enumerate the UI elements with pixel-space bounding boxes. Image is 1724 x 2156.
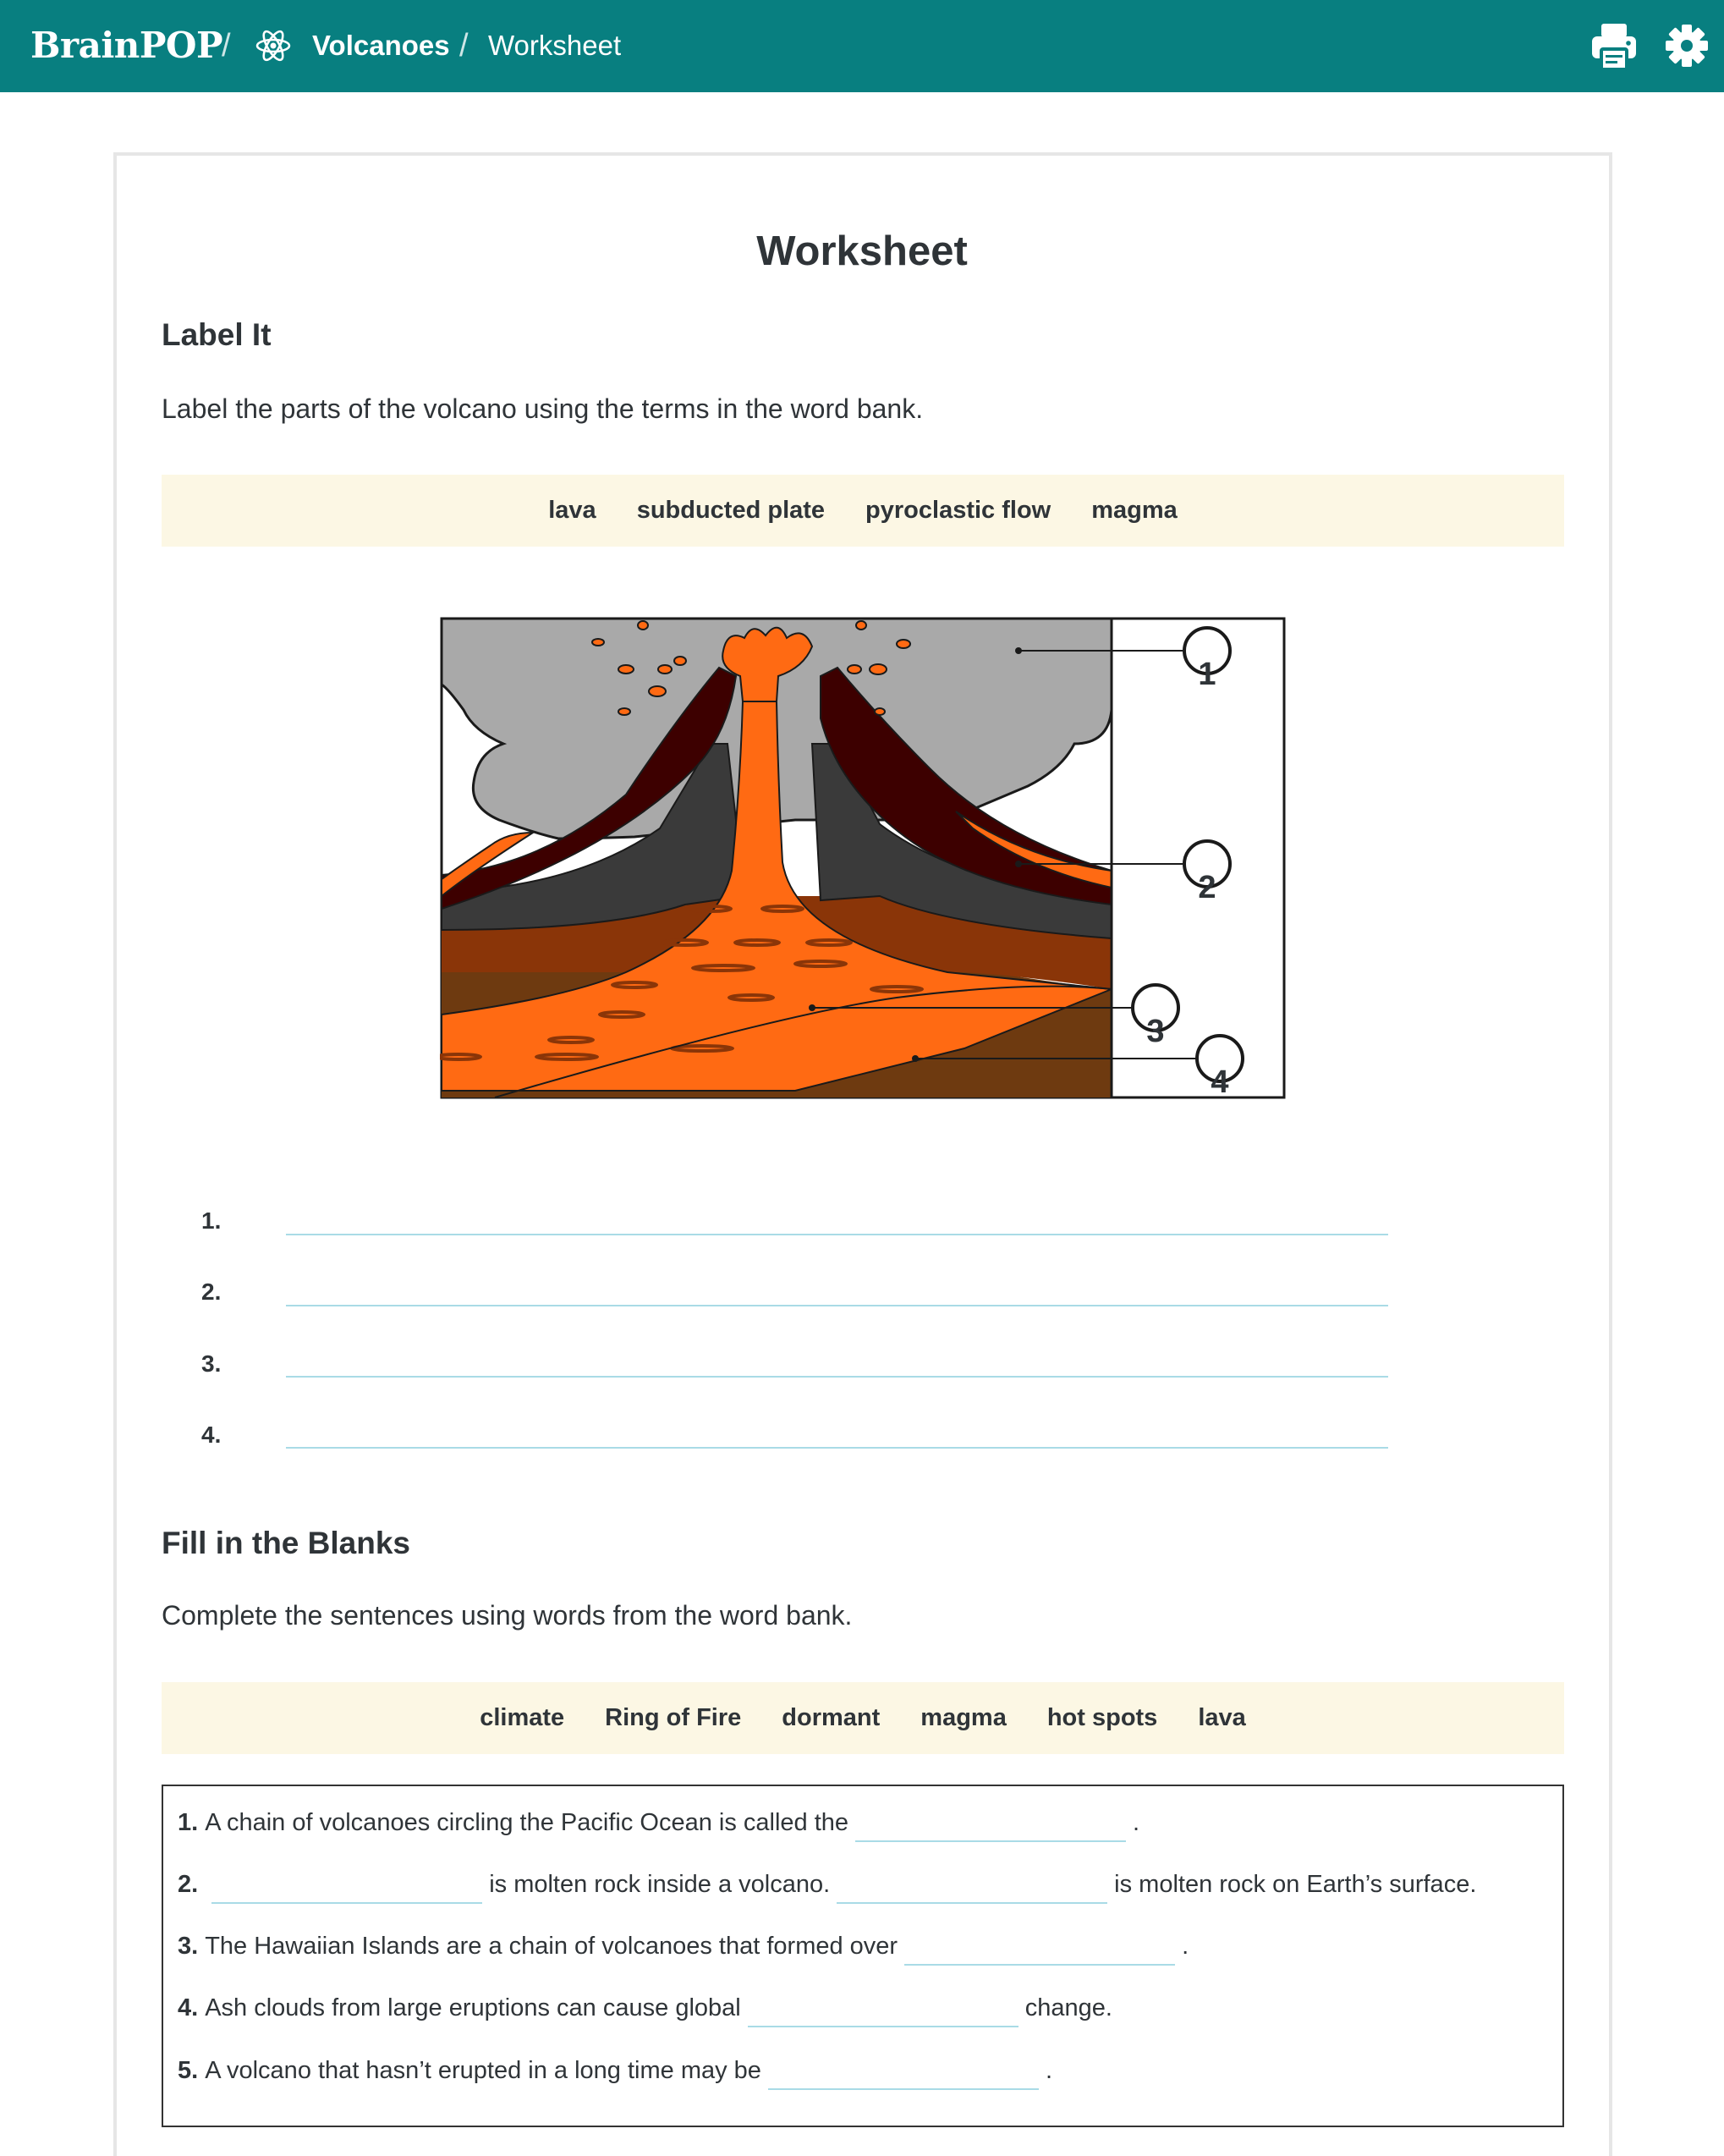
word-bank-term: climate <box>480 1704 565 1731</box>
blank-input[interactable] <box>748 1999 1018 2027</box>
fill-in-the-blanks-heading: Fill in the Blanks <box>162 1526 410 1560</box>
answer-3-input[interactable] <box>286 1344 1388 1378</box>
fill-in-the-blanks-word-bank <box>162 1682 1564 1754</box>
word-bank-term: pyroclastic flow <box>865 497 1051 524</box>
sentence-number: 3. <box>178 1933 199 1960</box>
answer-2-input[interactable] <box>286 1273 1388 1306</box>
sentence-text: . <box>1045 2057 1052 2084</box>
gear-icon <box>1661 20 1712 71</box>
fill-in-the-blanks-box <box>162 1785 1564 2127</box>
sentence-3 <box>178 1927 1189 1966</box>
sentence-number: 4. <box>178 1994 199 2021</box>
word-bank-term: magma <box>920 1704 1007 1731</box>
sentence-text: is molten rock inside a volcano. <box>489 1871 831 1898</box>
atom-icon[interactable] <box>254 29 293 63</box>
word-bank-term: hot spots <box>1046 1704 1158 1731</box>
sentence-text: The Hawaiian Islands are a chain of volcanoes that formed over <box>205 1933 898 1960</box>
sentence-text: Ash clouds from large eruptions can cause global <box>205 1994 741 2021</box>
diagram-marker-label: 2 <box>1198 870 1216 905</box>
sentence-text: is molten rock on Earth’s surface. <box>1114 1871 1477 1898</box>
sentence-4 <box>178 1988 1112 2027</box>
top-navigation-bar <box>0 0 1724 92</box>
settings-button[interactable] <box>1661 20 1712 71</box>
blank-input[interactable] <box>837 1875 1107 1904</box>
diagram-marker-label: 3 <box>1146 1014 1165 1049</box>
printer-icon <box>1589 20 1639 71</box>
fill-in-the-blanks-instructions: Complete the sentences using words from the word bank. <box>162 1600 853 1631</box>
breadcrumb-separator: / <box>222 28 231 63</box>
word-bank-term: magma <box>1091 497 1178 524</box>
print-button[interactable] <box>1589 20 1639 71</box>
diagram-marker-label: 1 <box>1198 657 1216 692</box>
blank-input[interactable] <box>904 1937 1175 1966</box>
answer-4-input[interactable] <box>286 1415 1388 1449</box>
label-it-word-bank <box>162 475 1564 547</box>
blank-input[interactable] <box>768 2061 1039 2090</box>
label-it-heading: Label It <box>162 317 272 352</box>
breadcrumb-current-page: Worksheet <box>488 30 622 61</box>
answer-number: 3. <box>201 1350 222 1377</box>
answer-1-input[interactable] <box>286 1202 1388 1235</box>
answer-number: 1. <box>201 1207 222 1234</box>
sentence-5 <box>178 2051 1052 2090</box>
blank-input[interactable] <box>855 1813 1126 1842</box>
brainpop-logo[interactable]: BrainPOP <box>30 25 223 66</box>
sentence-text: change. <box>1024 1994 1112 2021</box>
word-bank-term: lava <box>1198 1704 1246 1731</box>
word-bank-term: lava <box>548 497 596 524</box>
sentence-1 <box>178 1803 1139 1842</box>
word-bank-term: Ring of Fire <box>605 1704 742 1731</box>
sentence-text: A volcano that hasn’t erupted in a long time may be <box>205 2057 761 2084</box>
sentence-number: 5. <box>178 2057 199 2084</box>
breadcrumb-topic-link[interactable]: Volcanoes <box>312 30 450 61</box>
word-bank-term: dormant <box>782 1704 881 1731</box>
worksheet-title: Worksheet <box>756 228 968 274</box>
breadcrumb-separator: / <box>459 28 469 63</box>
sentence-text: . <box>1182 1933 1189 1960</box>
sentence-2 <box>178 1865 1476 1904</box>
sentence-number: 1. <box>178 1809 199 1836</box>
blank-input[interactable] <box>211 1875 482 1904</box>
diagram-marker-label: 4 <box>1211 1064 1229 1100</box>
answer-number: 4. <box>201 1422 222 1448</box>
word-bank-term: subducted plate <box>636 497 826 524</box>
sentence-number: 2. <box>178 1871 199 1898</box>
sentence-text: . <box>1133 1809 1140 1836</box>
answer-number: 2. <box>201 1279 222 1305</box>
label-it-instructions: Label the parts of the volcano using the terms in the word bank. <box>162 393 924 424</box>
sentence-text: A chain of volcanoes circling the Pacific Ocean is called the <box>205 1809 849 1836</box>
